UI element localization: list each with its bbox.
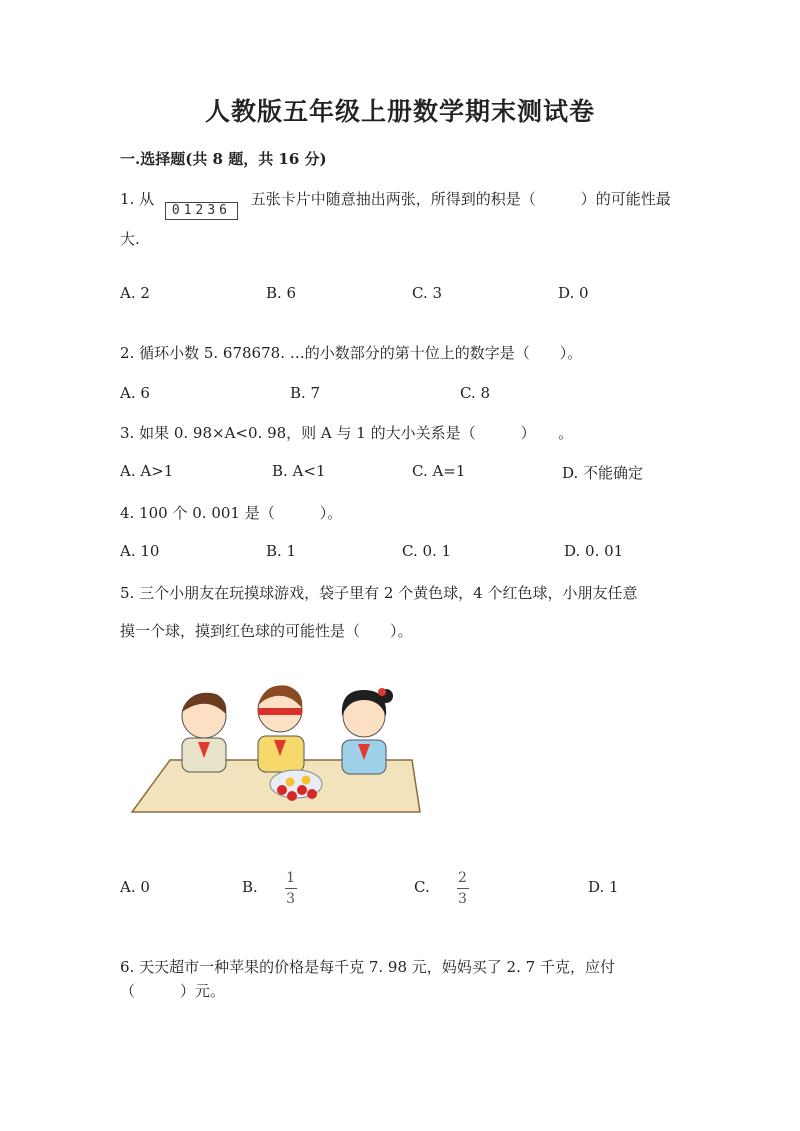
question-1-text: 五张卡片中随意抽出两张，所得到的积是（ ）的可能性最 bbox=[250, 190, 671, 208]
q2-option-c[interactable]: C. 8 bbox=[460, 384, 491, 402]
fraction-two-thirds bbox=[457, 870, 469, 907]
q5-option-a[interactable]: A. 0 bbox=[120, 878, 150, 896]
q3-option-b[interactable]: B. A<1 bbox=[272, 462, 326, 480]
q4-option-c[interactable]: C. 0. 1 bbox=[402, 542, 452, 560]
question-3: 3. 如果 0. 98×A<0. 98，则 A 与 1 的大小关系是（ ） 。 bbox=[120, 424, 574, 442]
fraction-one-third bbox=[285, 870, 297, 907]
question-6: 6. 天天超市一种苹果的价格是每千克 7. 98 元，妈妈买了 2. 7 千克，应付 bbox=[120, 958, 615, 976]
q3-option-d[interactable]: D. 不能确定 bbox=[562, 464, 644, 482]
fraction-denominator: 3 bbox=[286, 891, 296, 907]
q5-option-c[interactable] bbox=[414, 870, 469, 917]
page-title: 人教版五年级上册数学期末测试卷 bbox=[204, 97, 595, 126]
question-5: 5. 三个小朋友在玩摸球游戏，袋子里有 2 个黄色球，4 个红色球，小朋友任意 bbox=[120, 584, 638, 602]
question-1-line2: 大. bbox=[120, 230, 140, 248]
question-6-line2: （ ）元。 bbox=[120, 982, 226, 1000]
q3-option-c[interactable]: C. A=1 bbox=[412, 462, 466, 480]
q1-option-c[interactable]: C. 3 bbox=[412, 284, 443, 302]
q5-option-d[interactable]: D. 1 bbox=[588, 878, 619, 896]
q4-option-b[interactable]: B. 1 bbox=[266, 542, 297, 560]
question-4: 4. 100 个 0. 001 是（ ）。 bbox=[120, 504, 343, 522]
q3-option-a[interactable]: A. A>1 bbox=[120, 462, 174, 480]
fraction-numerator: 2 bbox=[458, 870, 467, 886]
q5-option-b-label: B. bbox=[242, 878, 258, 896]
question-1 bbox=[120, 188, 671, 218]
fraction-bar bbox=[457, 888, 469, 889]
children-ball-game-illustration bbox=[130, 672, 430, 822]
question-5-line2: 摸一个球，摸到红色球的可能性是（ ）。 bbox=[120, 622, 413, 640]
q1-option-a[interactable]: A. 2 bbox=[120, 284, 150, 302]
q1-option-d[interactable]: D. 0 bbox=[558, 284, 589, 302]
fraction-denominator: 3 bbox=[458, 891, 467, 907]
section-heading: 一.选择题(共 8 题，共 16 分) bbox=[120, 150, 327, 168]
question-2: 2. 循环小数 5. 678678. …的小数部分的第十位上的数字是（ ）。 bbox=[120, 344, 583, 362]
q1-option-b[interactable]: B. 6 bbox=[266, 284, 297, 302]
q5-option-c-label: C. bbox=[414, 878, 430, 896]
q4-option-a[interactable]: A. 10 bbox=[120, 542, 160, 560]
q5-option-b[interactable] bbox=[242, 870, 297, 917]
number-cards: 01236 bbox=[165, 202, 238, 220]
q2-option-a[interactable]: A. 6 bbox=[120, 384, 150, 402]
fraction-bar bbox=[285, 888, 297, 889]
fraction-numerator: 1 bbox=[286, 870, 296, 886]
q2-option-b[interactable]: B. 7 bbox=[290, 384, 321, 402]
q4-option-d[interactable]: D. 0. 01 bbox=[564, 542, 624, 560]
question-1-prefix: 1. 从 bbox=[120, 190, 155, 208]
